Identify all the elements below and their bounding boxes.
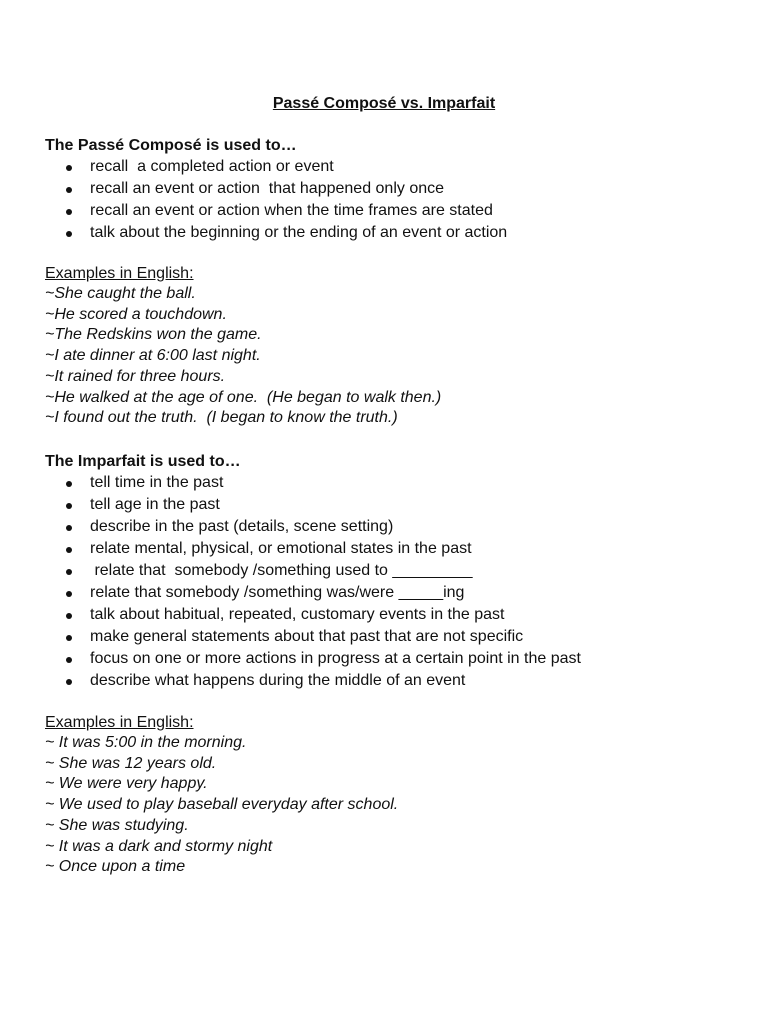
passe-compose-bullet <box>45 200 507 222</box>
imparfait-example-line: ~ She was studying. <box>45 816 189 834</box>
imparfait-example-line: ~ She was 12 years old. <box>45 754 217 772</box>
imparfait-bullet <box>45 604 581 626</box>
bullet-dot-icon <box>66 657 72 663</box>
bullet-text: talk about habitual, repeated, customary events in the past <box>90 606 505 623</box>
imparfait-bullet <box>45 516 581 538</box>
imparfait-bullet <box>45 538 581 560</box>
passe-compose-example-line: ~He walked at the age of one. (He began to walk then.) <box>45 388 442 406</box>
imparfait-bullet <box>45 560 581 582</box>
bullet-dot-icon <box>66 569 72 575</box>
bullet-text: focus on one or more actions in progress at a certain point in the past <box>90 650 581 667</box>
passe-compose-examples-heading: Examples in English: <box>45 265 194 282</box>
bullet-text: describe in the past (details, scene setting) <box>90 518 394 535</box>
imparfait-bullet <box>45 582 581 604</box>
bullet-dot-icon <box>66 503 72 509</box>
bullet-dot-icon <box>66 547 72 553</box>
bullet-dot-icon <box>66 635 72 641</box>
bullet-text: relate mental, physical, or emotional states in the past <box>90 540 472 557</box>
imparfait-example-line: ~ We used to play baseball everyday after school. <box>45 796 399 814</box>
imparfait-example-line: ~ We were very happy. <box>45 775 208 793</box>
bullet-text: make general statements about that past that are not specific <box>90 628 524 645</box>
imparfait-examples-heading: Examples in English: <box>45 714 194 731</box>
bullet-dot-icon <box>66 679 72 685</box>
bullet-dot-icon <box>66 231 72 237</box>
bullet-text: relate that somebody /something was/were _____ing <box>90 584 465 601</box>
imparfait-bullet <box>45 472 581 494</box>
passe-compose-examples-section <box>45 264 441 429</box>
bullet-dot-icon <box>66 187 72 193</box>
passe-compose-example-line: ~It rained for three hours. <box>45 367 226 385</box>
bullet-text: recall an event or action that happened only once <box>90 180 445 197</box>
imparfait-bullet <box>45 648 581 670</box>
bullet-dot-icon <box>66 613 72 619</box>
passe-compose-example-line: ~The Redskins won the game. <box>45 326 262 344</box>
bullet-dot-icon <box>66 591 72 597</box>
passe-compose-example-line: ~I found out the truth. (I began to know the truth.) <box>45 409 398 427</box>
bullet-text: tell age in the past <box>90 496 220 513</box>
imparfait-bullet-list <box>45 472 581 692</box>
imparfait-example-line: ~ It was 5:00 in the morning. <box>45 734 247 751</box>
passe-compose-heading: The Passé Composé is used to… <box>45 137 297 154</box>
passe-compose-bullet-list <box>45 156 507 244</box>
imparfait-bullet <box>45 670 581 692</box>
imparfait-examples-list <box>45 733 398 878</box>
bullet-text: recall a completed action or event <box>90 158 334 175</box>
bullet-dot-icon <box>66 209 72 215</box>
imparfait-example-line: ~ It was a dark and stormy night <box>45 837 273 855</box>
bullet-text: describe what happens during the middle of an event <box>90 672 466 689</box>
passe-compose-example-line: ~I ate dinner at 6:00 last night. <box>45 347 261 365</box>
bullet-dot-icon <box>66 525 72 531</box>
passe-compose-bullet <box>45 222 507 244</box>
bullet-text: tell time in the past <box>90 474 224 491</box>
bullet-dot-icon <box>66 481 72 487</box>
bullet-text: talk about the beginning or the ending of an event or action <box>90 224 508 241</box>
imparfait-example-line: ~ Once upon a time <box>45 858 186 876</box>
passe-compose-bullet <box>45 178 507 200</box>
imparfait-bullet <box>45 626 581 648</box>
page-title: Passé Composé vs. Imparfait <box>272 95 496 112</box>
passe-compose-examples-list <box>45 284 441 429</box>
imparfait-section <box>45 452 581 692</box>
imparfait-examples-section <box>45 713 398 878</box>
bullet-text: relate that somebody /something used to _________ <box>90 562 473 579</box>
imparfait-bullet <box>45 494 581 516</box>
passe-compose-example-line: ~She caught the ball. <box>45 285 196 302</box>
imparfait-heading: The Imparfait is used to… <box>45 453 241 470</box>
bullet-text: recall an event or action when the time frames are stated <box>90 202 493 219</box>
passe-compose-bullet <box>45 156 507 178</box>
bullet-dot-icon <box>66 165 72 171</box>
passe-compose-section <box>45 136 507 244</box>
passe-compose-example-line: ~He scored a touchdown. <box>45 305 227 323</box>
